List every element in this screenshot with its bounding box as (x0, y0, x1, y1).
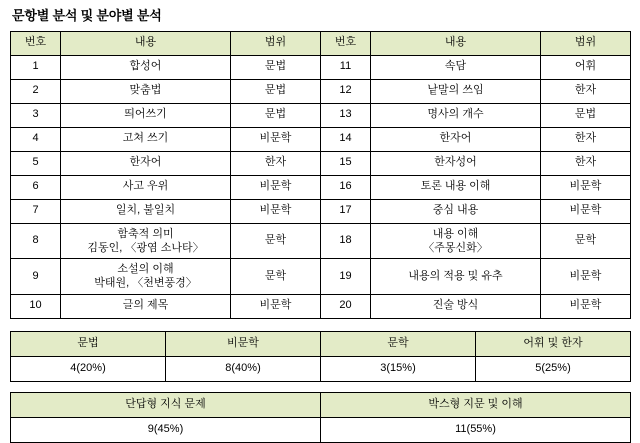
cell-content-right (371, 223, 541, 259)
cell-no-left: 10 (11, 294, 61, 318)
table-row (11, 199, 631, 223)
cell-content-right: 한자성어 (371, 151, 541, 175)
cell-scope-left: 비문학 (231, 294, 321, 318)
cell-no-right: 16 (321, 175, 371, 199)
cell-scope-right: 어휘 (541, 55, 631, 79)
cell-short-answer-value: 9(45%) (11, 417, 321, 442)
cell-content-right: 내용의 적용 및 유추 (371, 259, 541, 295)
cell-content-left-line2: 김동인, 〈광염 소나타〉 (87, 241, 204, 254)
cell-scope-right: 한자 (541, 127, 631, 151)
table-header-row (11, 31, 631, 55)
column-header-vocab-hanja: 어휘 및 한자 (476, 331, 631, 356)
cell-no-right: 12 (321, 79, 371, 103)
table-row (11, 223, 631, 259)
summary-header-row (11, 331, 631, 356)
column-header-short-answer: 단답형 지식 문제 (11, 392, 321, 417)
cell-scope-left: 비문학 (231, 175, 321, 199)
analysis-table-body (11, 55, 631, 318)
cell-content-left: 글의 제목 (61, 294, 231, 318)
cell-no-right: 18 (321, 223, 371, 259)
cell-vocab-hanja-value: 5(25%) (476, 356, 631, 381)
cell-content-right-line2: 〈주몽신화〉 (423, 241, 488, 254)
table-row (11, 356, 631, 381)
count-table-body (11, 417, 631, 442)
table-row (11, 259, 631, 295)
cell-no-left: 9 (11, 259, 61, 295)
cell-grammar-value: 4(20%) (11, 356, 166, 381)
cell-no-right: 20 (321, 294, 371, 318)
field-summary-table (10, 331, 631, 382)
cell-scope-right: 문학 (541, 223, 631, 259)
cell-content-left: 사고 우위 (61, 175, 231, 199)
summary-table-body (11, 356, 631, 381)
column-header-no-right: 번호 (321, 31, 371, 55)
cell-content-right: 속담 (371, 55, 541, 79)
cell-no-left: 8 (11, 223, 61, 259)
column-header-content-right: 내용 (371, 31, 541, 55)
cell-content-left: 고쳐 쓰기 (61, 127, 231, 151)
cell-no-right: 13 (321, 103, 371, 127)
cell-no-left: 1 (11, 55, 61, 79)
cell-no-left: 6 (11, 175, 61, 199)
cell-scope-left: 비문학 (231, 199, 321, 223)
cell-scope-right: 비문학 (541, 199, 631, 223)
cell-scope-left: 문학 (231, 223, 321, 259)
cell-content-left: 일치, 불일치 (61, 199, 231, 223)
cell-no-left: 5 (11, 151, 61, 175)
table-row (11, 175, 631, 199)
table-row (11, 127, 631, 151)
cell-passage-box-value: 11(55%) (321, 417, 631, 442)
table-row (11, 55, 631, 79)
cell-content-right: 진술 방식 (371, 294, 541, 318)
table-row (11, 79, 631, 103)
cell-scope-right: 비문학 (541, 259, 631, 295)
cell-scope-right: 문법 (541, 103, 631, 127)
cell-scope-right: 한자 (541, 79, 631, 103)
column-header-nonfiction: 비문학 (166, 331, 321, 356)
column-header-scope-right: 범위 (541, 31, 631, 55)
cell-no-left: 7 (11, 199, 61, 223)
cell-literature-value: 3(15%) (321, 356, 476, 381)
cell-scope-left: 문법 (231, 79, 321, 103)
cell-content-left-line2: 박태원, 〈천변풍경〉 (94, 277, 197, 290)
cell-nonfiction-value: 8(40%) (166, 356, 321, 381)
column-header-scope-left: 범위 (231, 31, 321, 55)
cell-no-right: 14 (321, 127, 371, 151)
column-header-grammar: 문법 (11, 331, 166, 356)
table-row (11, 151, 631, 175)
cell-content-right: 토론 내용 이해 (371, 175, 541, 199)
cell-content-left (61, 223, 231, 259)
cell-scope-left: 문학 (231, 259, 321, 295)
cell-scope-left: 문법 (231, 55, 321, 79)
cell-content-left: 한자어 (61, 151, 231, 175)
table-row (11, 103, 631, 127)
cell-no-right: 19 (321, 259, 371, 295)
column-header-no-left: 번호 (11, 31, 61, 55)
cell-no-right: 11 (321, 55, 371, 79)
cell-content-left-line1: 소설의 이해 (117, 263, 174, 276)
cell-scope-left: 한자 (231, 151, 321, 175)
cell-no-left: 3 (11, 103, 61, 127)
cell-scope-right: 한자 (541, 151, 631, 175)
cell-no-left: 2 (11, 79, 61, 103)
cell-no-right: 17 (321, 199, 371, 223)
cell-content-left-line1: 함축적 의미 (117, 227, 174, 240)
cell-scope-left: 비문학 (231, 127, 321, 151)
analysis-table (10, 31, 631, 319)
column-header-literature: 문학 (321, 331, 476, 356)
cell-content-right: 한자어 (371, 127, 541, 151)
cell-content-right: 명사의 개수 (371, 103, 541, 127)
cell-content-left: 맞춤법 (61, 79, 231, 103)
table-row (11, 294, 631, 318)
column-header-passage-box: 박스형 지문 및 이해 (321, 392, 631, 417)
cell-content-left: 띄어쓰기 (61, 103, 231, 127)
cell-scope-right: 비문학 (541, 175, 631, 199)
cell-content-right-line1: 내용 이해 (432, 227, 479, 240)
question-type-table (10, 392, 631, 443)
cell-content-right: 중심 내용 (371, 199, 541, 223)
page-title: 문항별 분석 및 분야별 분석 (12, 8, 162, 23)
cell-no-right: 15 (321, 151, 371, 175)
cell-scope-left: 문법 (231, 103, 321, 127)
cell-content-left (61, 259, 231, 295)
table-row (11, 417, 631, 442)
cell-no-left: 4 (11, 127, 61, 151)
cell-content-left: 합성어 (61, 55, 231, 79)
column-header-content-left: 내용 (61, 31, 231, 55)
cell-scope-right: 비문학 (541, 294, 631, 318)
cell-content-right: 낱말의 쓰임 (371, 79, 541, 103)
